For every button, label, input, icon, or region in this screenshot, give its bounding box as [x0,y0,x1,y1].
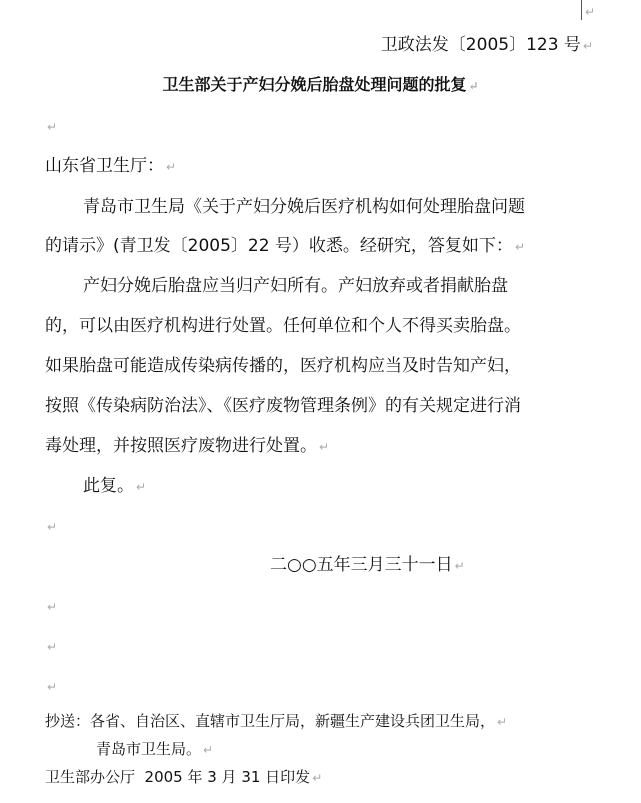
cc-line: 抄送：各省、自治区、直辖市卫生厅局，新疆生产建设兵团卫生局， ↵ [45,712,508,730]
paragraph-mark: ↵ [585,5,596,19]
cc-line: 青岛市卫生局。 ↵ [96,740,214,758]
document-number: 卫政法发〔2005〕123 号 ↵ [380,35,593,55]
text-cursor [581,0,582,20]
body-line: 按照《传染病防治法》、《医疗废物管理条例》的有关规定进行消 [45,396,521,416]
empty-paragraph: ↵ [47,640,58,654]
body-line: 青岛市卫生局《关于产妇分娩后医疗机构如何处理胎盘问题 [83,197,525,217]
issued-by: 卫生部办公厅 2005 年 3 月 31 日印发 ↵ [45,768,323,786]
date: 二○○五年三月三十一日 ↵ [270,555,465,575]
closing: 此复。 ↵ [83,476,147,496]
body-line: 如果胎盘可能造成传染病传播的，医疗机构应当及时告知产妇， [45,356,521,376]
body-line: 的请示》(青卫发〔2005〕22 号）收悉。经研究，答复如下： ↵ [45,236,525,256]
document-title: 卫生部关于产妇分娩后胎盘处理问题的批复 ↵ [162,75,479,94]
body-line: 的，可以由医疗机构进行处置。任何单位和个人不得买卖胎盘。 [45,316,521,336]
empty-paragraph: ↵ [47,520,58,534]
body-line: 产妇分娩后胎盘应当归产妇所有。产妇放弃或者捐献胎盘 [83,276,508,296]
empty-paragraph: ↵ [47,120,58,134]
empty-paragraph: ↵ [47,600,58,614]
empty-paragraph: ↵ [47,680,58,694]
body-line: 毒处理，并按照医疗废物进行处置。 ↵ [45,436,330,456]
recipient: 山东省卫生厅： ↵ [45,156,177,176]
